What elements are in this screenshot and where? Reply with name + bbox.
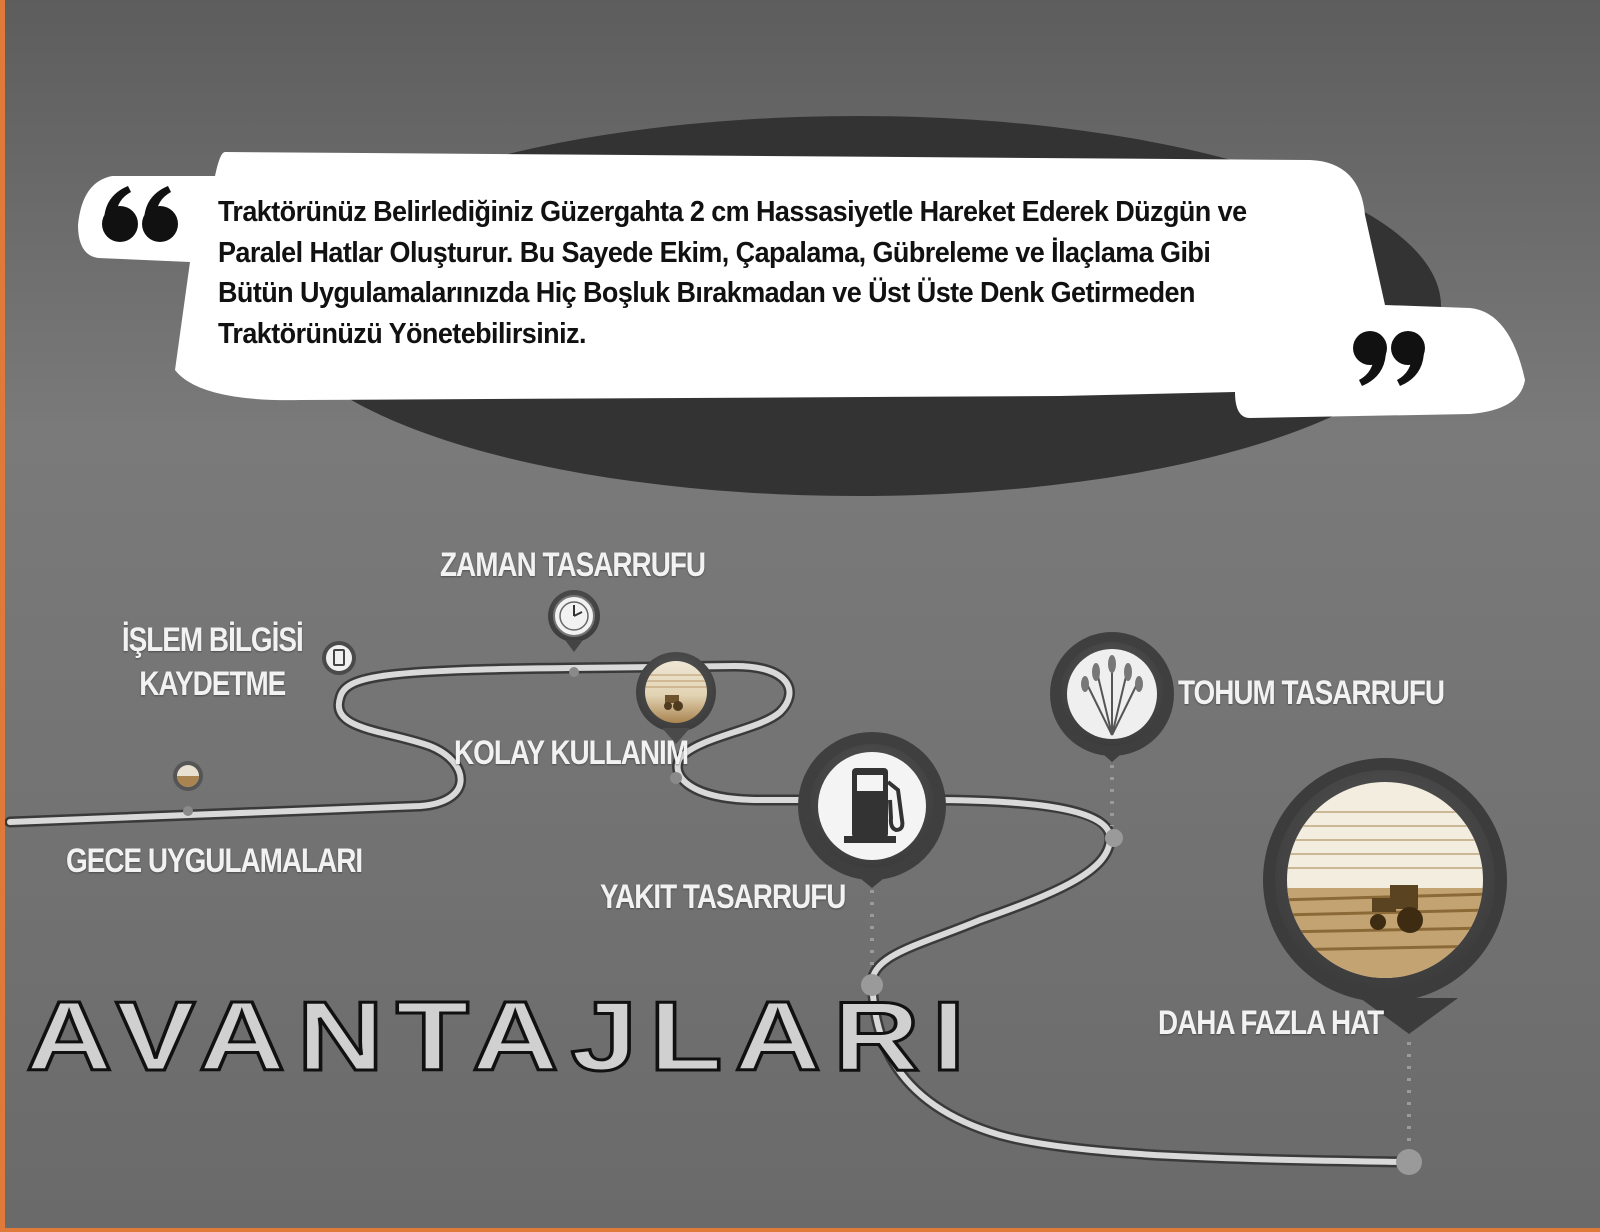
label-gece-uygulamalari: GECE UYGULAMALARI [66, 842, 363, 880]
title-avantajlari: AVANTAJLARI [26, 981, 978, 1091]
label-kolay-kullanim: KOLAY KULLANIM [454, 734, 689, 772]
night-field-icon [173, 761, 203, 791]
record-info-icon [322, 641, 356, 675]
bottom-frame-accent [0, 1228, 1600, 1232]
tractor-field-icon [636, 652, 716, 744]
label-tohum-tasarrufu: TOHUM TASARRUFU [1178, 674, 1445, 712]
label-islem-bilgisi: İŞLEM BİLGİSİ KAYDETME [121, 621, 303, 703]
fuel-pump-icon [798, 732, 946, 888]
left-frame-accent [0, 0, 5, 1232]
label-yakit-tasarrufu: YAKIT TASARRUFU [600, 878, 846, 916]
path-markers [183, 667, 1422, 1175]
wheat-icon [1050, 632, 1174, 762]
label-daha-fazla-hat: DAHA FAZLA HAT [1158, 1004, 1384, 1042]
clock-icon [548, 590, 600, 652]
tractor-lines-icon [1263, 758, 1507, 1034]
quote-text: Traktörünüz Belirlediğiniz Güzergahta 2 cm Hassasiyetle Hareket Ederek Düzgün ve Paralel Hatlar Oluşturur. Bu Sayede Ekim, Çapalama, Gübreleme ve İlaçlama Gibi Bütün Uygulamalarınızda Hiç Boşluk Bırakmadan ve Üst Üste Denk Getirmeden Traktörünüzü Yönetebilirsiniz. [218, 196, 1247, 350]
label-zaman-tasarrufu: ZAMAN TASARRUFU [440, 546, 706, 584]
